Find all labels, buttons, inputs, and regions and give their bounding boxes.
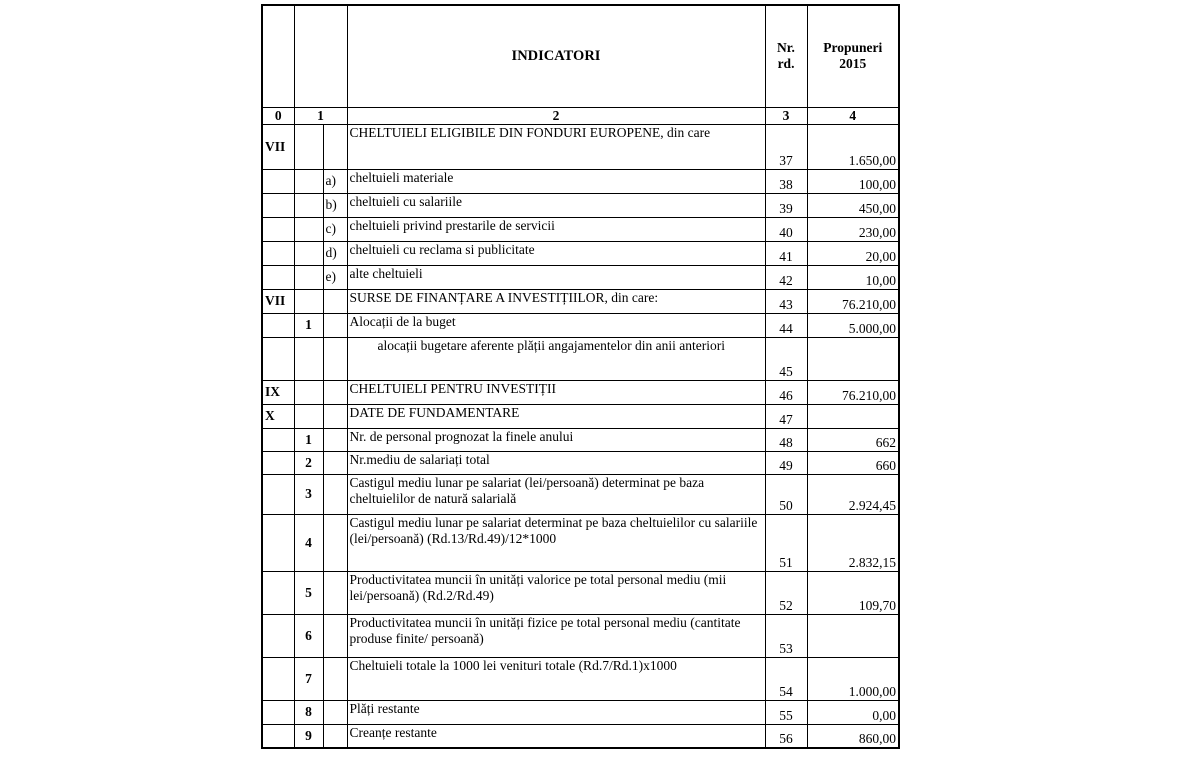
row-number: 44	[765, 313, 807, 337]
row-number: 56	[765, 724, 807, 748]
row-number: 46	[765, 380, 807, 404]
proposal-value: 10,00	[807, 265, 899, 289]
section-code	[262, 217, 294, 241]
item-number: 8	[294, 700, 323, 724]
row-number: 39	[765, 193, 807, 217]
proposal-value: 1.000,00	[807, 657, 899, 700]
section-code	[262, 169, 294, 193]
table-row	[262, 724, 899, 748]
table-row	[262, 241, 899, 265]
section-code	[262, 614, 294, 657]
section-code	[262, 265, 294, 289]
section-code	[262, 313, 294, 337]
table-row	[262, 337, 899, 380]
proposal-value: 20,00	[807, 241, 899, 265]
proposal-value: 0,00	[807, 700, 899, 724]
sub-item-letter	[323, 514, 347, 571]
sub-item-letter	[323, 724, 347, 748]
table-row	[262, 193, 899, 217]
section-code	[262, 428, 294, 451]
indicator-label: Nr.mediu de salariați total	[347, 451, 765, 474]
section-code	[262, 571, 294, 614]
proposal-value	[807, 404, 899, 428]
row-number: 55	[765, 700, 807, 724]
item-number	[294, 169, 323, 193]
indicator-label: Creanțe restante	[347, 724, 765, 748]
table-row	[262, 404, 899, 428]
item-number: 6	[294, 614, 323, 657]
proposal-value: 860,00	[807, 724, 899, 748]
item-number	[294, 124, 323, 169]
row-number: 48	[765, 428, 807, 451]
item-number	[294, 241, 323, 265]
proposal-value: 109,70	[807, 571, 899, 614]
colnum-0: 0	[262, 107, 294, 124]
table-row	[262, 474, 899, 514]
item-number: 2	[294, 451, 323, 474]
proposal-value: 100,00	[807, 169, 899, 193]
colnum-2: 2	[347, 107, 765, 124]
table-row	[262, 451, 899, 474]
row-number: 51	[765, 514, 807, 571]
item-number	[294, 404, 323, 428]
item-number	[294, 217, 323, 241]
sub-item-letter	[323, 313, 347, 337]
header-propuneri: Propuneri 2015	[807, 5, 899, 107]
indicator-label: Castigul mediu lunar pe salariat determinat pe baza cheltuielilor cu salariile (lei/persoană) (Rd.13/Rd.49)/12*1000	[347, 514, 765, 571]
indicator-label: Plăți restante	[347, 700, 765, 724]
section-code	[262, 474, 294, 514]
row-number: 49	[765, 451, 807, 474]
row-number: 38	[765, 169, 807, 193]
indicator-label: DATE DE FUNDAMENTARE	[347, 404, 765, 428]
indicator-label: Nr. de personal prognozat la finele anului	[347, 428, 765, 451]
sub-item-letter: e)	[323, 265, 347, 289]
row-number: 41	[765, 241, 807, 265]
sub-item-letter	[323, 474, 347, 514]
sub-item-letter	[323, 571, 347, 614]
item-number: 5	[294, 571, 323, 614]
table-row	[262, 169, 899, 193]
section-code: X	[262, 404, 294, 428]
section-code	[262, 514, 294, 571]
item-number	[294, 337, 323, 380]
item-number: 4	[294, 514, 323, 571]
indicator-label: alocații bugetare aferente plății angajamentelor din anii anteriori	[347, 337, 765, 380]
sub-item-letter	[323, 380, 347, 404]
row-number: 53	[765, 614, 807, 657]
indicator-label: Castigul mediu lunar pe salariat (lei/persoană) determinat pe baza cheltuielilor de natură salarială	[347, 474, 765, 514]
sub-item-letter	[323, 289, 347, 313]
proposal-value: 1.650,00	[807, 124, 899, 169]
item-number: 3	[294, 474, 323, 514]
proposal-value	[807, 337, 899, 380]
proposal-value: 662	[807, 428, 899, 451]
sub-item-letter	[323, 124, 347, 169]
table-row	[262, 614, 899, 657]
indicator-label: cheltuieli materiale	[347, 169, 765, 193]
table-row	[262, 313, 899, 337]
sub-item-letter	[323, 657, 347, 700]
proposal-value: 76.210,00	[807, 289, 899, 313]
sub-item-letter: a)	[323, 169, 347, 193]
indicator-label: cheltuieli cu reclama si publicitate	[347, 241, 765, 265]
proposal-value: 2.924,45	[807, 474, 899, 514]
section-code: VII	[262, 289, 294, 313]
section-code	[262, 657, 294, 700]
section-code: IX	[262, 380, 294, 404]
sub-item-letter	[323, 337, 347, 380]
item-number	[294, 380, 323, 404]
header-nr-rd: Nr. rd.	[765, 5, 807, 107]
item-number	[294, 193, 323, 217]
section-code	[262, 241, 294, 265]
sub-item-letter: b)	[323, 193, 347, 217]
section-code	[262, 337, 294, 380]
indicator-label: CHELTUIELI ELIGIBILE DIN FONDURI EUROPENE, din care	[347, 124, 765, 169]
indicator-label: SURSE DE FINANȚARE A INVESTIȚIILOR, din care:	[347, 289, 765, 313]
row-number: 45	[765, 337, 807, 380]
proposal-value	[807, 614, 899, 657]
section-code	[262, 700, 294, 724]
section-code	[262, 724, 294, 748]
row-number: 50	[765, 474, 807, 514]
row-number: 43	[765, 289, 807, 313]
table-row	[262, 657, 899, 700]
proposal-value: 76.210,00	[807, 380, 899, 404]
header-blank-0	[262, 5, 294, 107]
colnum-4: 4	[807, 107, 899, 124]
section-code: VII	[262, 124, 294, 169]
table-row	[262, 265, 899, 289]
proposal-value: 230,00	[807, 217, 899, 241]
section-code	[262, 451, 294, 474]
item-number: 1	[294, 428, 323, 451]
sub-item-letter	[323, 700, 347, 724]
row-number: 42	[765, 265, 807, 289]
item-number: 7	[294, 657, 323, 700]
table-body	[262, 5, 899, 748]
indicator-label: alte cheltuieli	[347, 265, 765, 289]
indicator-label: cheltuieli cu salariile	[347, 193, 765, 217]
row-number: 54	[765, 657, 807, 700]
colnum-1: 1	[294, 107, 347, 124]
header-row	[262, 5, 899, 107]
row-number: 52	[765, 571, 807, 614]
sub-item-letter: d)	[323, 241, 347, 265]
colnum-3: 3	[765, 107, 807, 124]
indicator-label: cheltuieli privind prestarile de servicii	[347, 217, 765, 241]
header-blank-1	[294, 5, 347, 107]
sub-item-letter	[323, 404, 347, 428]
indicator-label: CHELTUIELI PENTRU INVESTIȚII	[347, 380, 765, 404]
proposal-value: 5.000,00	[807, 313, 899, 337]
sub-item-letter	[323, 614, 347, 657]
indicator-label: Cheltuieli totale la 1000 lei venituri totale (Rd.7/Rd.1)x1000	[347, 657, 765, 700]
item-number	[294, 265, 323, 289]
proposal-value: 660	[807, 451, 899, 474]
table-row	[262, 428, 899, 451]
table-row	[262, 124, 899, 169]
indicator-label: Productivitatea muncii în unități fizice pe total personal mediu (cantitate produse finite/ persoană)	[347, 614, 765, 657]
row-number: 40	[765, 217, 807, 241]
proposal-value: 2.832,15	[807, 514, 899, 571]
proposal-value: 450,00	[807, 193, 899, 217]
table-row	[262, 571, 899, 614]
row-number: 37	[765, 124, 807, 169]
indicator-label: Alocații de la buget	[347, 313, 765, 337]
row-number: 47	[765, 404, 807, 428]
header-indicatori: INDICATORI	[347, 5, 765, 107]
table-row	[262, 380, 899, 404]
sub-item-letter: c)	[323, 217, 347, 241]
table-row	[262, 514, 899, 571]
indicator-label: Productivitatea muncii în unități valorice pe total personal mediu (mii lei/persoană) (Rd.2/Rd.49)	[347, 571, 765, 614]
item-number: 9	[294, 724, 323, 748]
sub-item-letter	[323, 428, 347, 451]
section-code	[262, 193, 294, 217]
sub-item-letter	[323, 451, 347, 474]
column-number-row	[262, 107, 899, 124]
table-row	[262, 700, 899, 724]
item-number	[294, 289, 323, 313]
item-number: 1	[294, 313, 323, 337]
budget-table	[261, 4, 900, 749]
table-row	[262, 217, 899, 241]
table-row	[262, 289, 899, 313]
